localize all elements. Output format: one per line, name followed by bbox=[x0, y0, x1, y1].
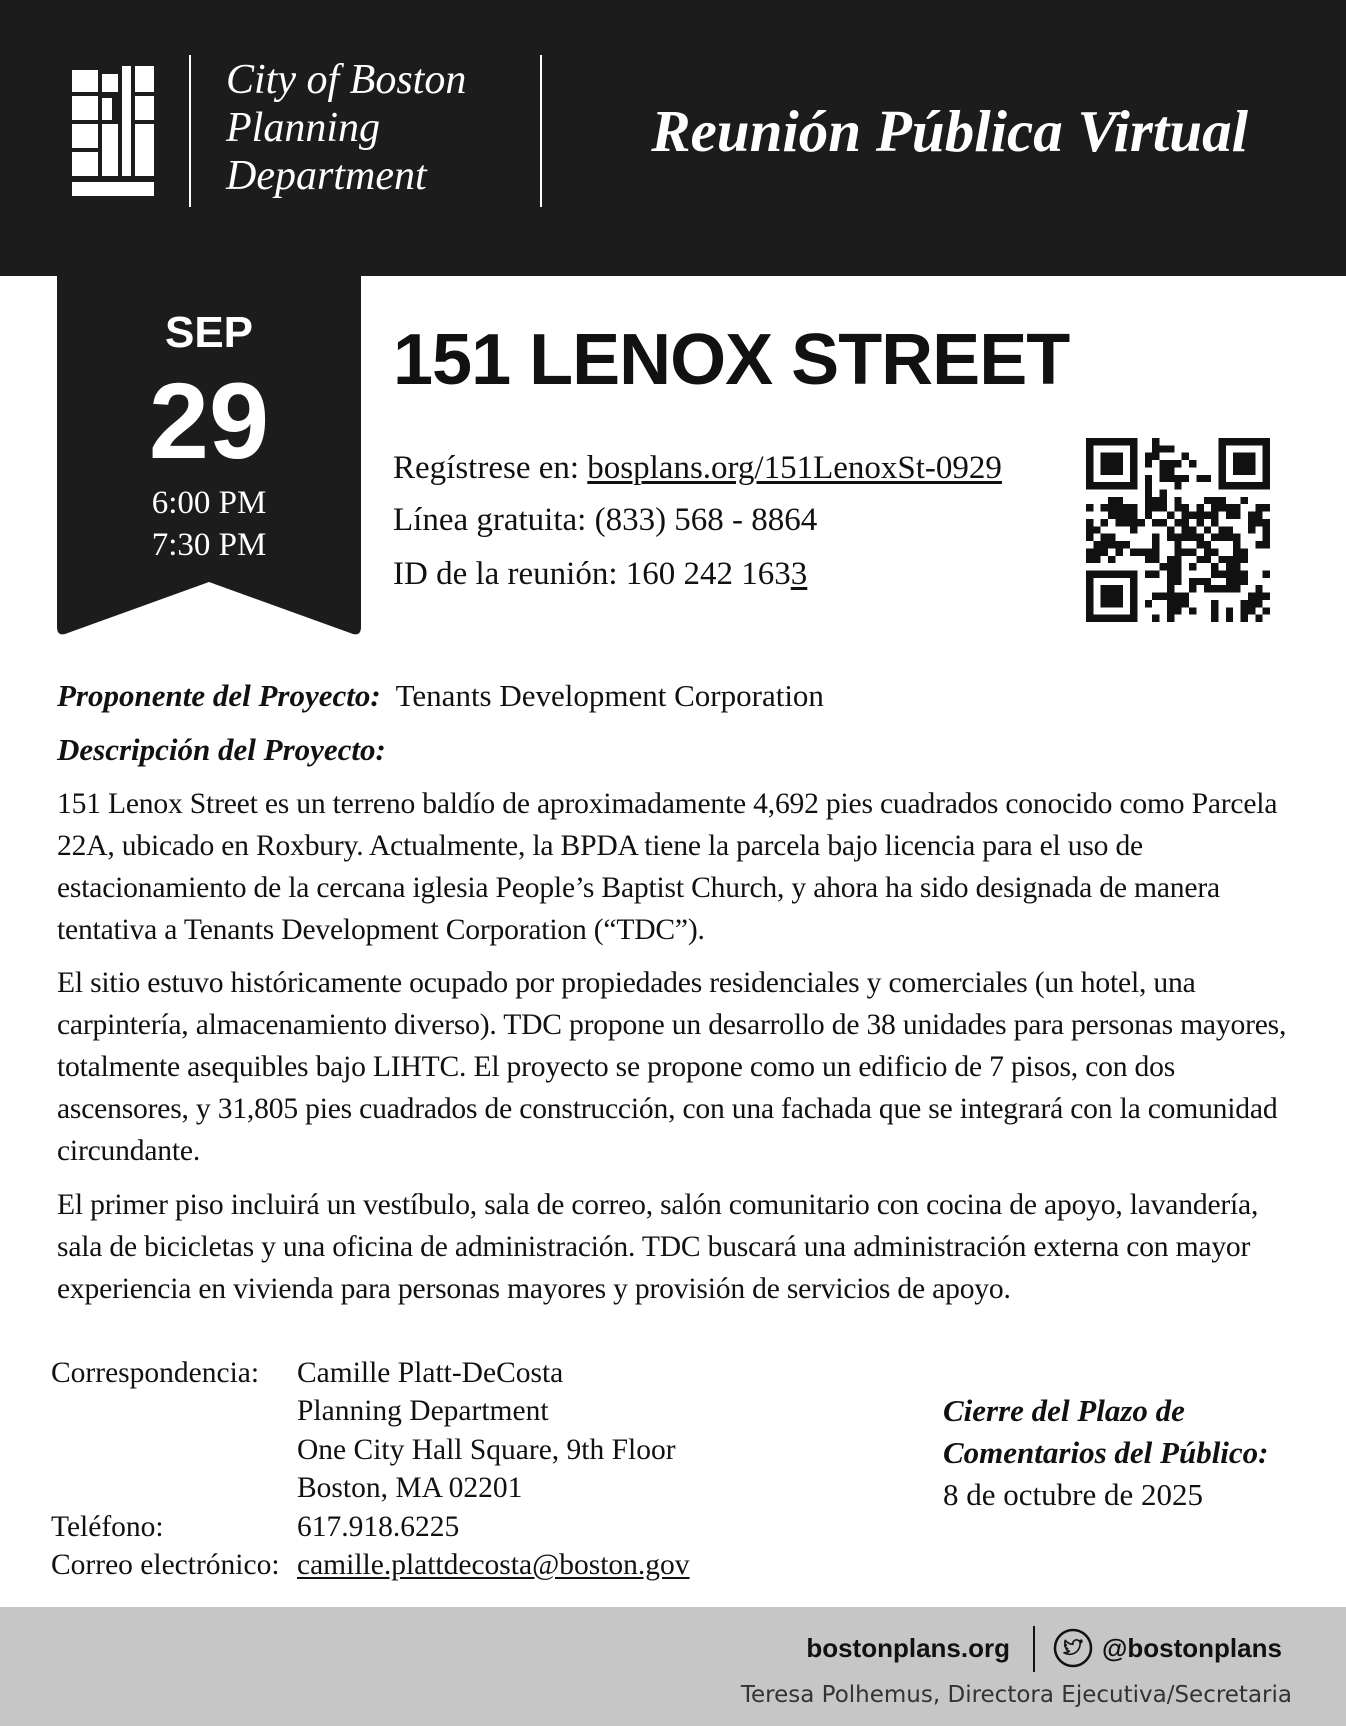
footer-website-link[interactable]: bostonplans.org bbox=[806, 1633, 1010, 1663]
twitter-bird-icon[interactable] bbox=[1053, 1628, 1093, 1668]
contact-address-1: One City Hall Square, 9th Floor bbox=[297, 1434, 676, 1466]
footer-divider bbox=[1033, 1626, 1035, 1672]
footer-twitter-handle[interactable]: @bostonplans bbox=[1102, 1633, 1282, 1663]
header-banner bbox=[0, 0, 1346, 276]
contact-name: Camille Platt-DeCosta bbox=[297, 1357, 564, 1389]
phone-label: Línea gratuita: bbox=[393, 502, 595, 538]
correspondence-label: Correspondencia: bbox=[51, 1357, 260, 1389]
city-hall-logo-icon bbox=[72, 66, 154, 196]
deadline-label-1: Cierre del Plazo de bbox=[943, 1393, 1185, 1428]
department-name: City of Boston Planning Department bbox=[226, 57, 467, 199]
contact-email-link[interactable]: camille.plattdecosta@boston.gov bbox=[297, 1549, 690, 1581]
email-label: Correo electrónico: bbox=[51, 1549, 280, 1581]
deadline-date: 8 de octubre de 2025 bbox=[943, 1477, 1203, 1512]
contact-phone: 617.918.6225 bbox=[297, 1511, 460, 1543]
meeting-id-last-digit: 3 bbox=[790, 556, 808, 592]
register-label: Regístrese en: bbox=[393, 450, 588, 486]
meeting-id-label: ID de la reunión: bbox=[393, 556, 626, 592]
event-month: SEP bbox=[164, 308, 254, 357]
contact-address-2: Boston, MA 02201 bbox=[297, 1472, 523, 1504]
proponent-row bbox=[57, 676, 824, 716]
phone-line bbox=[393, 499, 817, 541]
header-title: Reunión Pública Virtual bbox=[651, 98, 1248, 164]
description-paragraph-2: El sitio estuvo históricamente ocupado por propiedades residenciales y comerciales (un hotel, una carpintería, almacenamiento diverso). TDC propone un desarrollo de 38 unidades para personas mayores, totalmente asequibles bajo LIHTC. El proyecto se propone como un edificio de 7 pisos, con dos ascensores, y 31,805 pies cuadrados de construcción, con una fachada que se integrará con la comunidad circundante. bbox=[57, 967, 1287, 1167]
register-link[interactable]: bosplans.org/151LenoxSt-0929 bbox=[587, 450, 1002, 486]
footer-director-credit: Teresa Polhemus, Directora Ejecutiva/Secretaria bbox=[740, 1682, 1292, 1708]
phone-label-contact: Teléfono: bbox=[51, 1511, 164, 1543]
header-divider-right bbox=[540, 55, 542, 207]
description-paragraph-3: El primer piso incluirá un vestíbulo, sala de correo, salón comunitario con cocina de apoyo, lavandería, sala de bicicletas y una oficina de administración. TDC buscará una administración externa con mayor experiencia en vivienda para personas mayores y provisión de servicios de apoyo. bbox=[57, 1189, 1259, 1305]
description-label: Descripción del Proyecto: bbox=[57, 732, 386, 767]
meeting-id-line bbox=[393, 553, 807, 595]
header-divider-left bbox=[189, 55, 191, 207]
contact-department: Planning Department bbox=[297, 1395, 549, 1427]
proponent-value: Tenants Development Corporation bbox=[395, 678, 824, 713]
event-start-time: 6:00 PM bbox=[151, 485, 267, 521]
event-title: 151 LENOX STREET bbox=[393, 320, 1070, 400]
meeting-id-value: 160 242 163 bbox=[625, 556, 791, 592]
qr-code-icon[interactable] bbox=[1086, 438, 1270, 622]
proponent-label: Proponente del Proyecto: bbox=[57, 678, 381, 713]
description-paragraph-1: 151 Lenox Street es un terreno baldío de aproximadamente 4,692 pies cuadrados conocido como Parcela 22A, ubicado en Roxbury. Actualmente, la BPDA tiene la parcela bajo licencia para el uso de estacionamiento de la cercana iglesia People’s Baptist Church, y ahora ha sido designada de manera tentativa a Tenants Development Corporation (“TDC”). bbox=[57, 788, 1278, 946]
event-day: 29 bbox=[148, 360, 270, 481]
deadline-label-2: Comentarios del Público: bbox=[943, 1435, 1269, 1470]
comment-deadline bbox=[943, 1390, 1269, 1516]
event-end-time: 7:30 PM bbox=[151, 527, 267, 563]
phone-number: (833) 568 - 8864 bbox=[594, 502, 818, 538]
register-line bbox=[393, 447, 1002, 489]
